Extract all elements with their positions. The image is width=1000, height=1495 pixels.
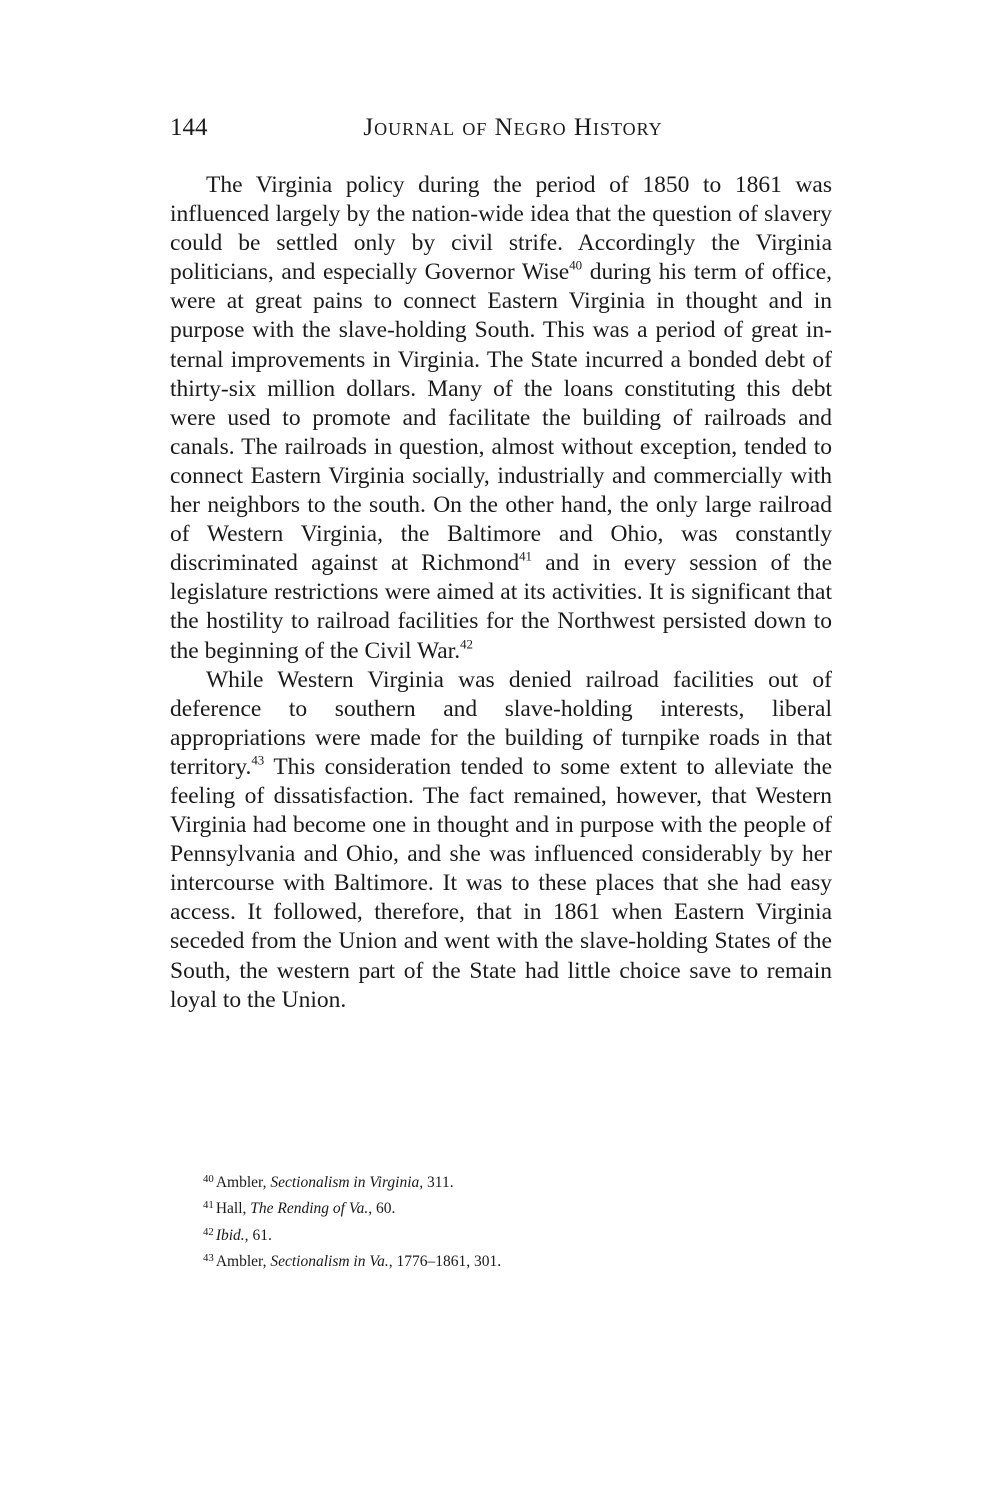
text-segment: The Virginia policy during the period of 1850 to 1861 was influenced largely by the nation-wide idea that the question of slavery could be settled only by civil strife. Accordingly the Virginia politicians, and especially Governor Wise <box>170 172 832 286</box>
footnotes <box>203 1168 823 1274</box>
footnote-number: 43 <box>203 1252 214 1265</box>
footnote-title: Sectionalism in Virginia, <box>270 1173 424 1191</box>
footnote-title: The Rending of Va., <box>250 1200 373 1218</box>
footnote-rest: 60. <box>376 1200 396 1218</box>
footnote-title: Sectionalism in Va., <box>270 1253 393 1270</box>
footnote-ref[interactable]: 42 <box>460 635 473 651</box>
footnote-ref[interactable]: 40 <box>569 257 583 273</box>
footnote <box>203 1194 823 1220</box>
footnote-rest: 1776–1861, 301. <box>396 1253 502 1270</box>
footnote-author: Hall, <box>215 1200 247 1218</box>
footnote-rest: 311. <box>427 1173 454 1191</box>
footnote-ref[interactable]: 41 <box>519 548 532 564</box>
paragraph <box>170 171 832 666</box>
footnote-rest: 61. <box>252 1226 272 1244</box>
footnote-author: Ambler, <box>215 1253 267 1270</box>
running-head <box>170 114 832 150</box>
footnote-number: 41 <box>203 1199 214 1212</box>
paragraph <box>170 666 832 1015</box>
text-segment: during his term of office, were at great pains to connect Eastern Virginia in thought and in purpose with the slave-holding South. This was a period of great internal improvements in Virginia. The State incurred a bonded debt of thirty-six million dollars. Many of the loans constituting this debt were used to promote and facilitate the building of railroads and canals. The railroads in question, almost without exception, tended to connect Eastern Virginia socially, industrially and commercially with her neighbors to the south. On the other hand, the only large railroad of Western Virginia, the Baltimore and Ohio, was constantly discriminated against at Richmond <box>170 259 832 577</box>
text-segment: and in every session of the legislature restrictions were aimed at its activities. It is significant that the hostility to railroad facilities for the Northwest persisted down to the beginning of the Civil War. <box>170 550 833 664</box>
footnote-author: Ambler, <box>215 1173 267 1191</box>
footnote <box>203 1221 823 1247</box>
text-segment: While Western Virginia was denied railroad facilities out of deference to southern and slave-holding interests, liberal appropriations were made for the building of turnpike roads in that territory. <box>170 666 832 780</box>
text-segment: This consideration tended to some extent to alleviate the feeling of dissatisfaction. The fact remained, however, that Western Virginia had become one in thought and in purpose with the people of Pennsylvania and Ohio, and she was influenced considerably by her intercourse with Baltimore. It was to these places that she had easy access. It followed, therefore, that in 1861 when Eastern Virginia seceded from the Union and went with the slave-holding States of the South, the western part of the State had little choice save to remain loyal to the Union. <box>170 753 833 1013</box>
footnote-ref[interactable]: 43 <box>251 752 265 768</box>
footnote <box>203 1247 823 1273</box>
footnote-title: Ibid., <box>215 1226 249 1244</box>
footnote-number: 40 <box>203 1173 214 1185</box>
body-text <box>170 171 832 1015</box>
journal-title: Journal of Negro History <box>363 114 663 141</box>
footnote <box>203 1168 823 1194</box>
footnote-number: 42 <box>203 1225 214 1238</box>
page-number: 144 <box>170 114 208 141</box>
